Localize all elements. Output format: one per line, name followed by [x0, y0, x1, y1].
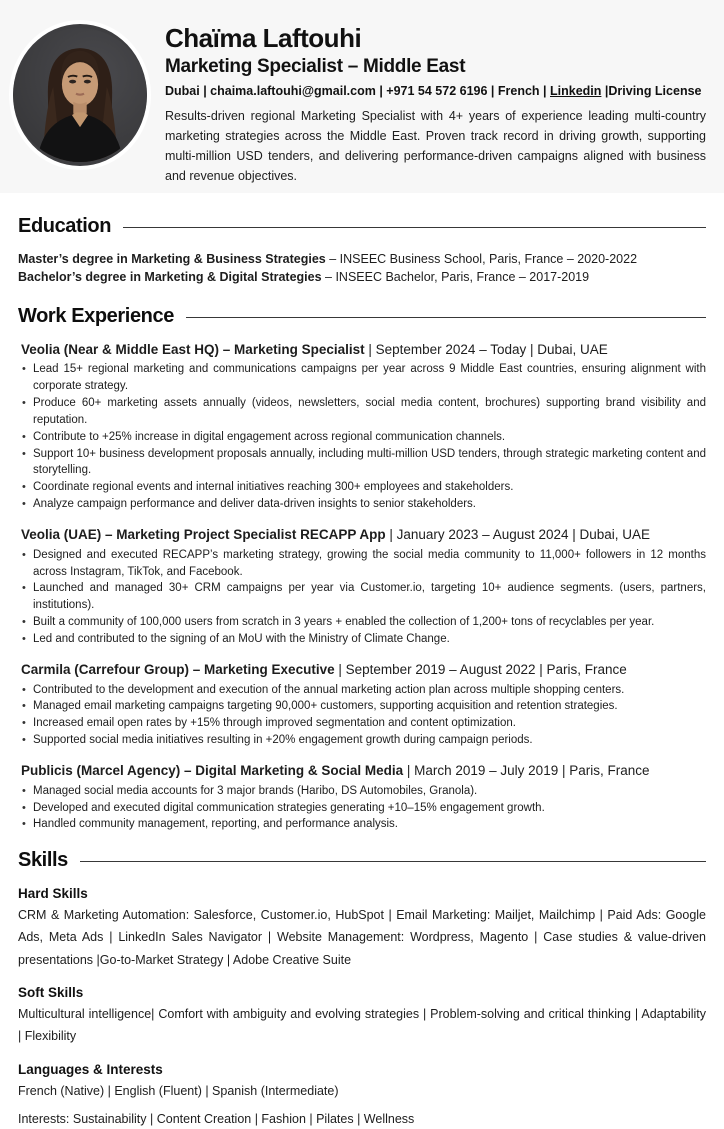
- bullet-item: • Support 10+ business development proposals annually, including multi-million USD tenders, through strategic marketing content and storytelling.: [21, 446, 706, 480]
- contact-text: Dubai | chaima.laftouhi@gmail.com | +971 54 572 6196 | French |: [165, 84, 551, 99]
- bullet-item: • Managed social media accounts for 3 major brands (Haribo, DS Automobiles, Granola).: [21, 783, 706, 800]
- hard-skills-title: Hard Skills: [18, 886, 88, 902]
- bullet-item: • Handled community management, reporting, and performance analysis.: [21, 816, 706, 833]
- job-bullets: [21, 361, 706, 513]
- section-education: [18, 214, 706, 287]
- skills-heading-row: [18, 848, 706, 872]
- bullet-item: • Led and contributed to the signing of an MoU with the Ministry of Climate Change.: [21, 631, 706, 648]
- skills-heading: Skills: [18, 849, 68, 872]
- job-dates-location: | September 2019 – August 2022 | Paris, France: [334, 661, 627, 677]
- job-company-role: Publicis (Marcel Agency) – Digital Marketing & Social Media: [21, 763, 404, 779]
- bullet-item: • Contribute to +25% increase in digital engagement across regional communication channels.: [21, 429, 706, 446]
- bullet-item: • Managed email marketing campaigns targeting 90,000+ customers, supporting acquisition and retention strategies.: [21, 698, 706, 715]
- bullet-item: • Lead 15+ regional marketing and communications campaigns per year across 9 Middle East countries, ensuring alignment with corporate strategy.: [21, 361, 706, 395]
- bullet-item: • Contributed to the development and execution of the annual marketing action plan across multiple shopping centers.: [21, 682, 706, 699]
- bullet-item: • Increased email open rates by +15% through improved segmentation and content optimization.: [21, 715, 706, 732]
- person-name: Chaïma Laftouhi: [165, 23, 362, 53]
- contact-text-after: |Driving License: [601, 84, 702, 99]
- linkedin-link[interactable]: Linkedin: [550, 84, 602, 99]
- profile-photo: [9, 20, 151, 170]
- bullet-item: • Analyze campaign performance and deliver data-driven insights to senior stakeholders.: [21, 496, 706, 513]
- education-heading-row: [18, 214, 706, 238]
- languages-interests-title: Languages & Interests: [18, 1061, 163, 1077]
- job-title: [21, 661, 706, 679]
- education-heading: Education: [18, 215, 112, 237]
- work-heading-row: [18, 304, 706, 328]
- education-items: [18, 251, 706, 287]
- job-entry: [18, 341, 706, 514]
- soft-skills-title: Soft Skills: [18, 985, 84, 1001]
- bullet-item: • Designed and executed RECAPP’s marketing strategy, growing the social media community to 11,000+ followers in 12 months across Instagram, TikTok, and Facebook.: [21, 547, 706, 581]
- job-bullets: [21, 682, 706, 750]
- profile-photo-illustration: [13, 24, 147, 166]
- section-divider: [123, 227, 706, 228]
- job-bullets: [21, 783, 706, 834]
- bullet-item: • Produce 60+ marketing assets annually (videos, newsletters, social media content, brochures) supporting brand visibility and reputation.: [21, 395, 706, 429]
- summary-text: Results-driven regional Marketing Specialist with 4+ years of experience leading multi-country marketing strategies across the Middle East. Proven track record in driving growth, supporting multi-million USD tenders, and delivering performance-driven campaigns aligned with business and revenue objectives.: [165, 109, 706, 183]
- job-title: [21, 526, 706, 544]
- job-company-role: Veolia (Near & Middle East HQ) – Marketing Specialist: [21, 341, 365, 357]
- soft-skills-text: Multicultural intelligence| Comfort with ambiguity and evolving strategies | Problem-solving and critical thinking | Adaptability | Flexibility: [18, 1006, 706, 1044]
- main-content: [0, 214, 724, 1129]
- bullet-item: • Launched and managed 30+ CRM campaigns per year via Customer.io, targeting 10+ audience segments. (users, partners, institutions).: [21, 580, 706, 614]
- section-divider: [80, 861, 706, 862]
- degree-name: Bachelor’s degree in Marketing & Digital Strategies: [18, 269, 322, 284]
- person-title: Marketing Specialist – Middle East: [165, 55, 466, 77]
- job-dates-location: | September 2024 – Today | Dubai, UAE: [364, 341, 608, 357]
- header: [0, 0, 724, 193]
- education-item: [18, 251, 706, 269]
- education-item: [18, 269, 706, 287]
- job-entry: [18, 526, 706, 648]
- degree-name: Master’s degree in Marketing & Business Strategies: [18, 252, 326, 266]
- contact-line: [165, 84, 706, 98]
- hard-skills-text: CRM & Marketing Automation: Salesforce, Customer.io, HubSpot | Email Marketing: Mailjet, Mailchimp | Paid Ads: Google Ads, Meta Ads | LinkedIn Sales Navigator | Website Management: Wordpress, Magento | Case studies & value-driven presentations |Go-to-Market Strategy | Adobe Creative Suite: [18, 907, 706, 967]
- job-title: [21, 341, 706, 359]
- job-title: [21, 762, 706, 780]
- job-dates-location: | March 2019 – July 2019 | Paris, France: [403, 763, 650, 779]
- bullet-item: • Supported social media initiatives resulting in +20% engagement growth during campaign periods.: [21, 732, 706, 749]
- job-company-role: Carmila (Carrefour Group) – Marketing Executive: [21, 661, 335, 677]
- job-company-role: Veolia (UAE) – Marketing Project Specialist RECAPP App: [21, 527, 386, 543]
- section-skills: [18, 848, 706, 1129]
- interests-text: Interests: Sustainability | Content Creation | Fashion | Pilates | Wellness: [18, 1112, 415, 1127]
- bullet-item: • Built a community of 100,000 users from scratch in 3 years + enabled the collection of 1,200+ tons of recyclables per year.: [21, 614, 706, 631]
- section-divider: [186, 317, 706, 318]
- section-work-experience: [18, 304, 706, 834]
- bullet-item: • Developed and executed digital communication strategies generating +10–15% engagement growth.: [21, 800, 706, 817]
- job-entry: [18, 661, 706, 749]
- job-entry: [18, 762, 706, 833]
- bullet-item: • Coordinate regional events and internal initiatives reaching 300+ employees and stakeholders.: [21, 479, 706, 496]
- degree-details: – INSEEC Bachelor, Paris, France – 2017-2019: [321, 269, 590, 284]
- degree-details: – INSEEC Business School, Paris, France – 2020-2022: [325, 252, 638, 266]
- work-experience-heading: Work Experience: [18, 304, 174, 327]
- job-dates-location: | January 2023 – August 2024 | Dubai, UAE: [385, 527, 651, 543]
- languages-text: French (Native) | English (Fluent) | Spanish (Intermediate): [18, 1084, 339, 1099]
- job-bullets: [21, 547, 706, 648]
